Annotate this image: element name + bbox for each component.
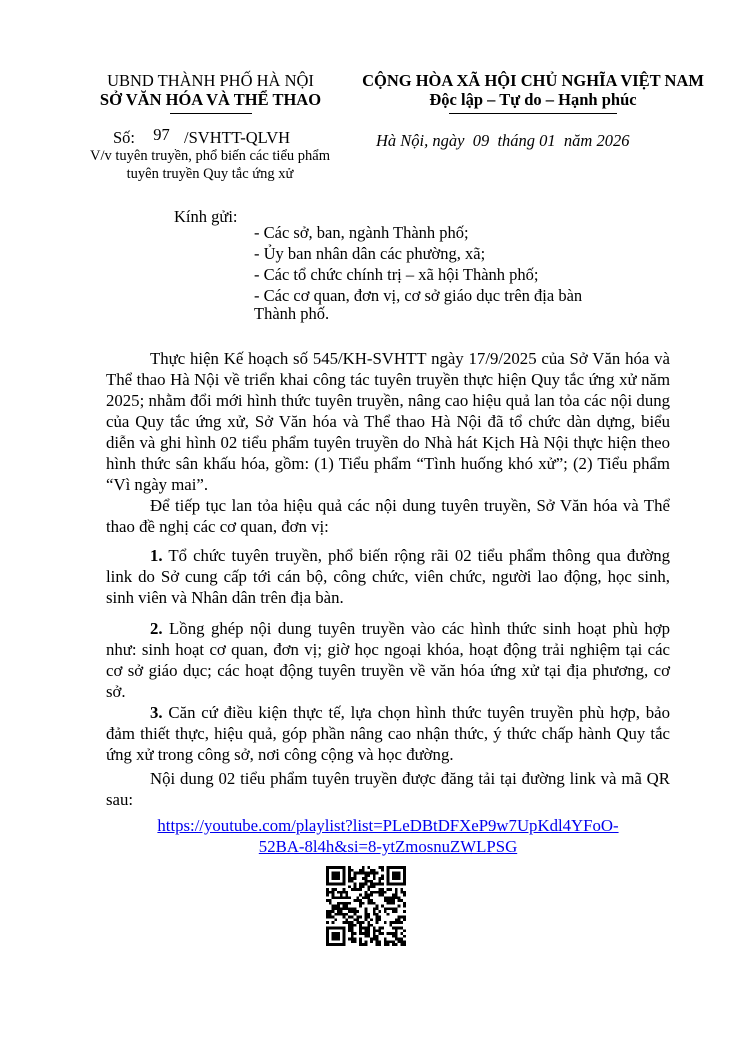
action-item-1 xyxy=(106,545,670,608)
item-3-number: 3. xyxy=(150,703,163,722)
recipient-item: - Các tổ chức chính trị – xã hội Thành phố; xyxy=(254,265,539,284)
number-value: 97 xyxy=(153,125,170,144)
recipient-item: Thành phố. xyxy=(254,304,330,323)
qr-code-icon[interactable] xyxy=(326,866,406,946)
left-header-underline xyxy=(170,113,252,114)
body-paragraph-last: Nội dung 02 tiểu phẩm tuyên truyền được đăng tải tại đường link và mã QR sau: xyxy=(106,769,670,809)
action-item-2 xyxy=(106,618,670,702)
issuing-department: SỞ VĂN HÓA VÀ THỂ THAO xyxy=(99,90,322,109)
body-paragraph-2: Để tiếp tục lan tỏa hiệu quả các nội dung tuyên truyền, Sở Văn hóa và Thể thao đề nghị các cơ quan, đơn vị: xyxy=(106,496,670,536)
recipients-label: Kính gửi: xyxy=(174,207,238,226)
nation-title: CỘNG HÒA XÃ HỘI CHỦ NGHĨA VIỆT NAM xyxy=(362,71,704,90)
subject-line-1: V/v tuyên truyền, phổ biến các tiểu phẩm xyxy=(90,148,330,164)
action-item-3 xyxy=(106,702,670,765)
playlist-link-line-2[interactable]: 52BA-8l4h&si=8-ytZmosnuZWLPSG xyxy=(258,837,518,856)
recipient-item: - Các cơ quan, đơn vị, cơ sở giáo dục trên địa bàn xyxy=(254,286,583,305)
right-header-underline xyxy=(449,113,617,114)
document-number xyxy=(113,125,291,148)
item-2-text: Lồng ghép nội dung tuyên truyền vào các hình thức sinh hoạt phù hợp như: sinh hoạt cơ quan, đơn vị; giờ học ngoại khóa, hoạt động trải nghiệm tại các cơ sở giáo dục; các hoạt động tuyên truyền về văn hóa ứng xử tại địa phương, cơ sở. xyxy=(106,619,670,701)
recipient-item: - Các sở, ban, ngành Thành phố; xyxy=(254,223,469,242)
playlist-link[interactable] xyxy=(106,815,670,857)
number-prefix: Số: xyxy=(113,128,136,147)
item-1-text: Tổ chức tuyên truyền, phổ biến rộng rãi 02 tiểu phẩm thông qua đường link do Sở cung cấp tới cán bộ, công chức, viên chức, người lao động, học sinh, sinh viên và Nhân dân trên địa bàn. xyxy=(106,546,670,607)
playlist-link-line-1[interactable]: https://youtube.com/playlist?list=PLeDBtDFXeP9w7UpKdl4YFoO- xyxy=(157,816,619,835)
item-3-text: Căn cứ điều kiện thực tế, lựa chọn hình thức tuyên truyền phù hợp, bảo đảm thiết thực, hiệu quả, góp phần nâng cao nhận thức, ý thức chấp hành Quy tắc ứng xử trong công sở, nơi công cộng và học đường. xyxy=(106,703,670,764)
national-motto: Độc lập – Tự do – Hạnh phúc xyxy=(429,90,637,109)
subject-line-2: tuyên truyền Quy tắc ứng xử xyxy=(126,166,294,182)
issuing-authority: UBND THÀNH PHỐ HÀ NỘI xyxy=(107,71,314,90)
item-2-number: 2. xyxy=(150,619,163,638)
recipient-item: - Ủy ban nhân dân các phường, xã; xyxy=(254,244,486,263)
number-suffix: /SVHTT-QLVH xyxy=(184,128,291,147)
issue-date: Hà Nội, ngày 09 tháng 01 năm 2026 xyxy=(376,131,630,150)
item-1-number: 1. xyxy=(150,546,163,565)
body-paragraph-1: Thực hiện Kế hoạch số 545/KH-SVHTT ngày 17/9/2025 của Sở Văn hóa và Thể thao Hà Nội về triển khai công tác tuyên truyền thực hiện Quy tắc ứng xử năm 2025; nhằm đổi mới hình thức tuyên truyền, nâng cao hiệu quả lan tỏa các nội dung của Quy tắc ứng xử, Sở Văn hóa và Thể thao Hà Nội đã tổ chức dàn dựng, biểu diễn và ghi hình 02 tiểu phẩm tuyên truyền do Nhà hát Kịch Hà Nội thực hiện theo hình thức sân khấu hóa, gồm: (1) Tiểu phẩm “Tình huống khó xử”; (2) Tiểu phẩm “Vì ngày mai”. xyxy=(106,349,670,494)
